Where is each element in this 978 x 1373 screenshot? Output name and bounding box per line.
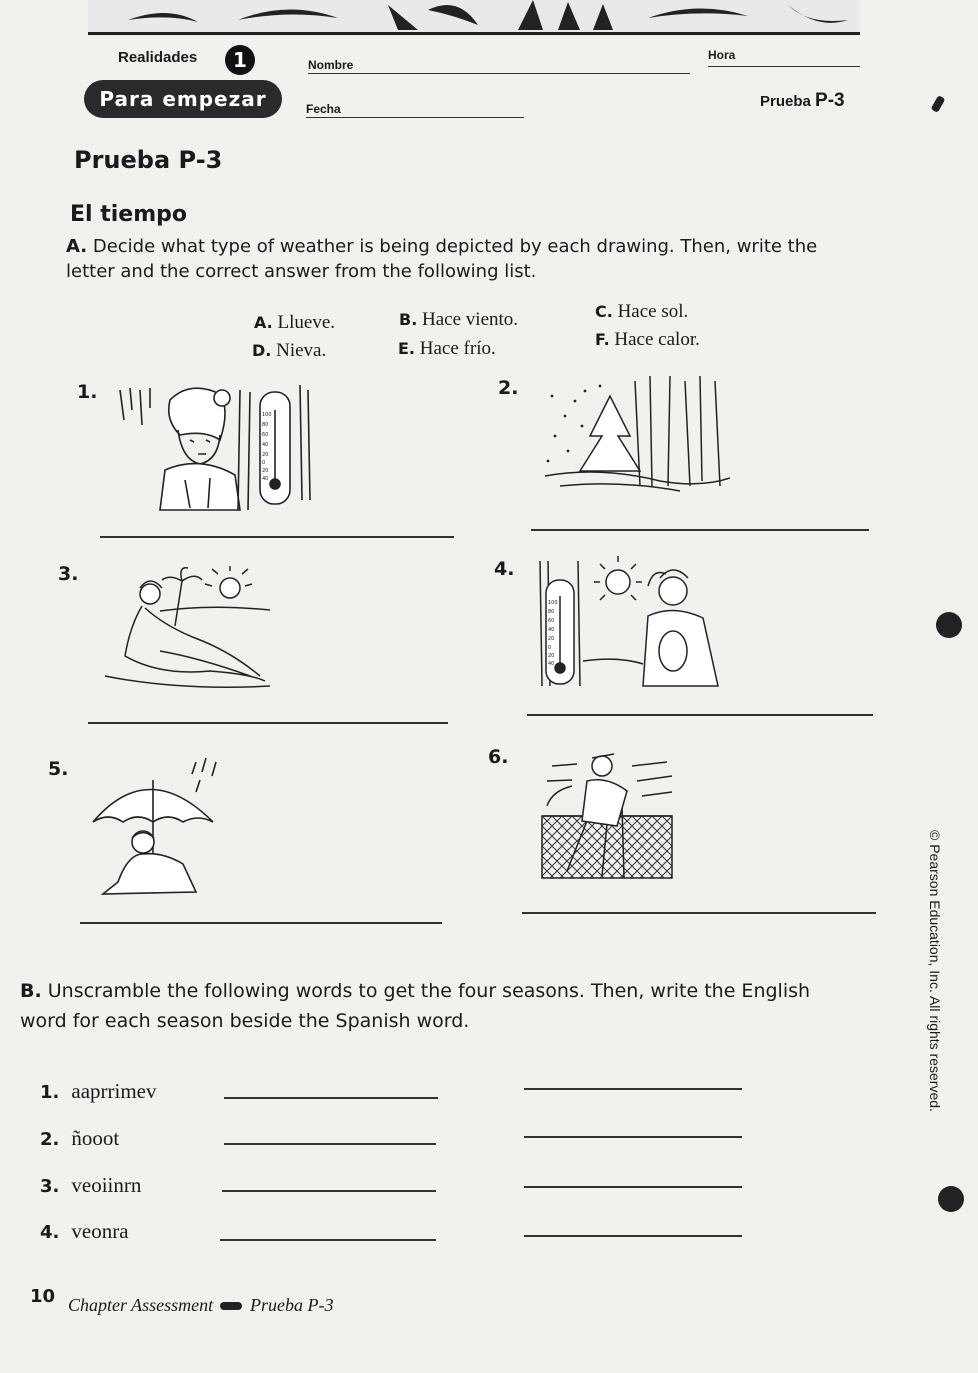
thermo-4-t5: 0 bbox=[548, 645, 552, 651]
quiz-word: Prueba bbox=[760, 93, 816, 110]
spanish-line-2[interactable] bbox=[224, 1143, 436, 1145]
thermo-1-t2: 60 bbox=[262, 432, 269, 438]
thermo-4-t3: 40 bbox=[548, 627, 555, 633]
thermo-1-t3: 40 bbox=[262, 442, 269, 448]
section-a-instructions bbox=[66, 234, 836, 284]
section-heading: El tiempo bbox=[70, 202, 187, 227]
answer-line-4[interactable] bbox=[527, 714, 873, 716]
binder-hole-top bbox=[936, 612, 962, 638]
item-number-4: 4. bbox=[494, 558, 515, 580]
item-number-6: 6. bbox=[488, 746, 509, 768]
spanish-line-1[interactable] bbox=[224, 1097, 438, 1099]
footer-quiz: Prueba P-3 bbox=[250, 1295, 334, 1315]
thermo-4-t1: 80 bbox=[548, 609, 555, 615]
picture-sunny-beach bbox=[100, 566, 275, 694]
footer-separator bbox=[220, 1302, 242, 1310]
picture-wind bbox=[532, 746, 677, 886]
hour-field[interactable] bbox=[708, 66, 860, 67]
answer-line-6[interactable] bbox=[522, 912, 876, 914]
thermo-1-t7: 40 bbox=[262, 476, 269, 482]
section-b-text: Unscramble the following words to get the four seasons. Then, write the English word for each season beside the Spanish word. bbox=[20, 980, 811, 1032]
option-a: A. Llueve. bbox=[254, 312, 336, 333]
scramble-item-1: 1. aaprrimev bbox=[40, 1079, 157, 1103]
option-e: E. Hace frío. bbox=[398, 338, 496, 359]
date-label: Fecha bbox=[306, 102, 341, 116]
section-b-instructions bbox=[20, 976, 840, 1036]
english-line-3[interactable] bbox=[524, 1186, 742, 1188]
thermo-1-t4: 20 bbox=[262, 452, 269, 458]
picture-rain bbox=[88, 752, 238, 900]
thermo-1-t0: 100 bbox=[262, 412, 272, 418]
item-number-2: 2. bbox=[498, 377, 519, 399]
english-line-1[interactable] bbox=[524, 1088, 742, 1090]
thermo-1-t6: 20 bbox=[262, 468, 269, 474]
pen-mark bbox=[931, 95, 946, 113]
section-a-text: Decide what type of weather is being depicted by each drawing. Then, write the letter and the correct answer from the following list. bbox=[66, 236, 818, 282]
item-number-1: 1. bbox=[77, 381, 98, 403]
option-f: F. Hace calor. bbox=[595, 329, 700, 350]
item-number-3: 3. bbox=[58, 563, 79, 585]
scramble-item-2: 2. ñooot bbox=[40, 1126, 120, 1150]
item-number-5: 5. bbox=[48, 758, 69, 780]
thermo-1-t5: 0 bbox=[262, 460, 266, 466]
answer-line-2[interactable] bbox=[531, 529, 869, 531]
spanish-line-3[interactable] bbox=[222, 1190, 436, 1192]
picture-cold bbox=[110, 380, 315, 512]
answer-line-1[interactable] bbox=[100, 536, 454, 538]
thermo-1-t1: 80 bbox=[262, 422, 269, 428]
page-number: 10 bbox=[30, 1286, 56, 1307]
para-empezar-badge: Para empezar bbox=[84, 80, 282, 118]
section-a-letter: A. bbox=[66, 236, 88, 257]
answer-line-5[interactable] bbox=[80, 922, 442, 924]
section-b-letter: B. bbox=[20, 980, 42, 1002]
picture-hot bbox=[538, 556, 730, 688]
decorative-banner bbox=[88, 0, 860, 36]
english-line-2[interactable] bbox=[524, 1136, 742, 1138]
thermo-4-t2: 60 bbox=[548, 618, 555, 624]
thermo-4-t0: 100 bbox=[548, 600, 558, 606]
hour-label: Hora bbox=[708, 48, 736, 62]
option-c: C. Hace sol. bbox=[595, 301, 689, 322]
option-d: D. Nieva. bbox=[252, 340, 327, 361]
banner-pattern bbox=[88, 0, 860, 36]
banner-rule bbox=[88, 32, 860, 35]
english-line-4[interactable] bbox=[524, 1235, 742, 1237]
name-field[interactable] bbox=[308, 73, 690, 74]
quiz-code: P-3 bbox=[815, 90, 845, 111]
chapter-number: 1 bbox=[225, 45, 255, 75]
page-title: Prueba P-3 bbox=[74, 146, 223, 174]
quiz-label bbox=[760, 90, 845, 112]
scramble-item-4: 4. veonra bbox=[40, 1219, 129, 1243]
option-b: B. Hace viento. bbox=[399, 309, 519, 330]
name-label: Nombre bbox=[308, 58, 354, 72]
copyright: © Pearson Education, Inc. All rights reserved. bbox=[927, 830, 943, 1112]
footer-chapter: Chapter Assessment bbox=[68, 1295, 214, 1315]
date-field[interactable] bbox=[306, 117, 524, 118]
answer-line-3[interactable] bbox=[88, 722, 448, 724]
series-label: Realidades bbox=[118, 49, 198, 66]
thermo-4-t4: 20 bbox=[548, 636, 555, 642]
spanish-line-4[interactable] bbox=[220, 1239, 436, 1241]
binder-hole-bottom bbox=[938, 1186, 964, 1212]
picture-snow bbox=[540, 376, 730, 496]
thermo-4-t7: 40 bbox=[548, 661, 555, 667]
scramble-item-3: 3. veoiinrn bbox=[40, 1173, 142, 1197]
thermo-4-t6: 20 bbox=[548, 653, 555, 659]
